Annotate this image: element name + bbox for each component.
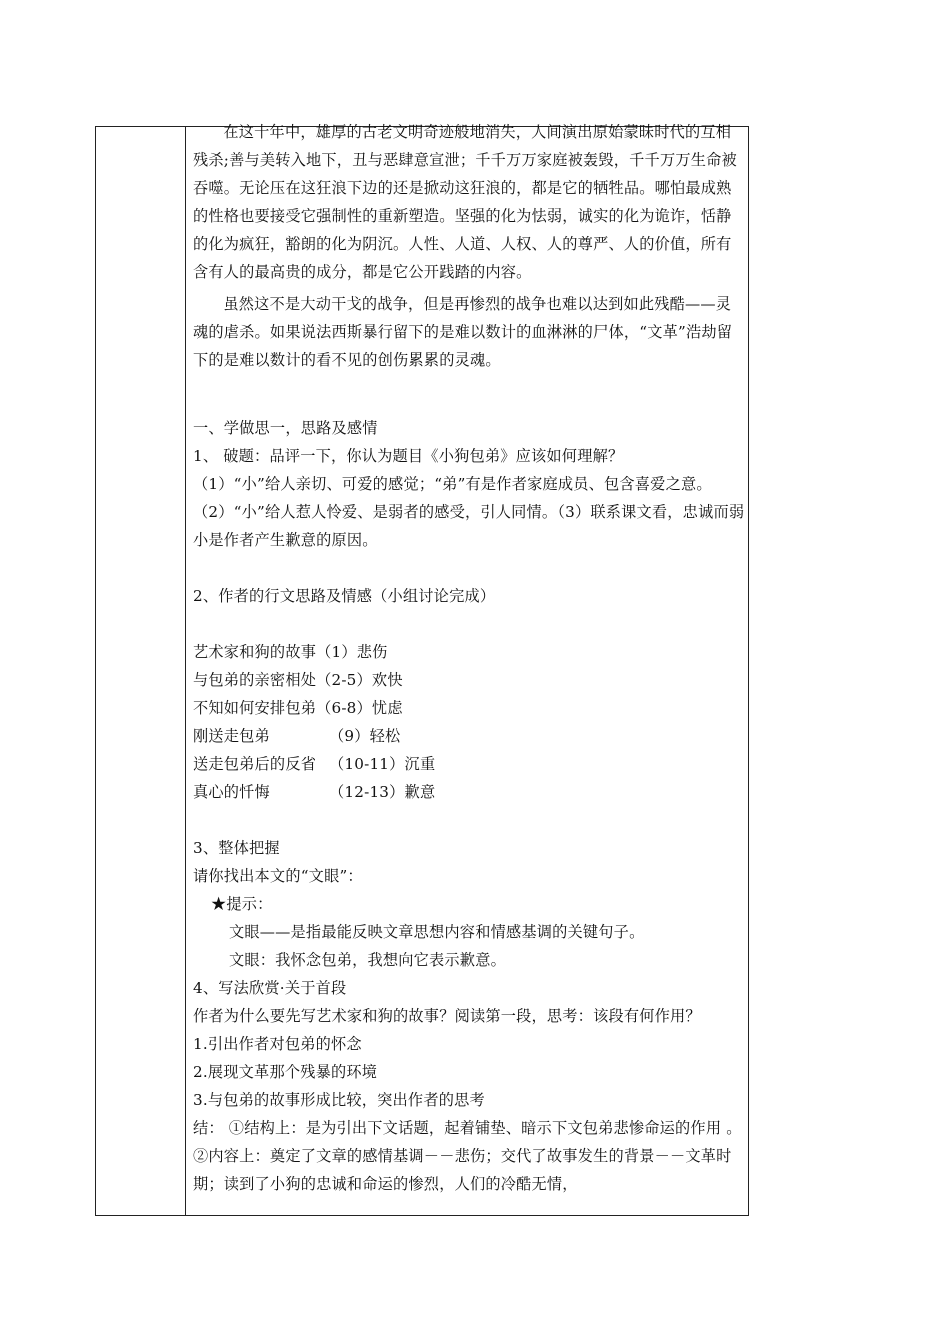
point-3: 3.与包弟的故事形成比较，突出作者的思考 <box>193 1091 485 1109</box>
tip-label: ★提示： <box>211 895 273 913</box>
question-4-ask: 作者为什么要先写艺术家和狗的故事？阅读第一段，思考：该段有何作用？ <box>193 1007 701 1025</box>
outline-emotion: （12-13）歉意 <box>329 783 436 801</box>
intro-paragraph-1: 在这十年中，雄厚的古老文明奇迹般地消失，人间演出原始蒙昧时代的互相残杀;善与美转入地下，丑与恶肆意宣泄；千千万万家庭被轰毁，千千万万生命被吞噬。无论压在这狂浪下边的还是掀动这狂浪的，都是它的牺牲品。哪怕最成熟的性格也要接受它强制性的重新塑造。坚强的化为怯弱，诚实的化为诡诈，恬静的化为疯狂，豁朗的化为阴沉。人性、人道、人权、人的尊严、人的价值，所有含有人的最高贵的成分，都是它公开践踏的内容。 <box>193 123 737 281</box>
outline-row <box>193 694 745 722</box>
outline-item: 艺术家和狗的故事（1）悲伤 <box>193 643 388 661</box>
question-2: 2、作者的行文思路及情感（小组讨论完成） <box>193 587 496 605</box>
section-heading: 一、学做思一，思路及感情 <box>193 419 378 437</box>
conclusion: 结： ①结构上：是为引出下文话题，起着铺垫、暗示下文包弟悲惨命运的作用 。 ②内容上：奠定了文章的感情基调－－悲伤；交代了故事发生的背景－－文革时期；读到了小狗的忠诚和命运的惨烈，人们的冷酷无情， <box>193 1119 742 1193</box>
tip-answer: 文眼：我怀念包弟，我想向它表示歉意。 <box>229 951 506 969</box>
point-1: 1.引出作者对包弟的怀念 <box>193 1035 362 1053</box>
intro-paragraph-2: 虽然这不是大动干戈的战争，但是再惨烈的战争也难以达到如此残酷——灵魂的虐杀。如果说法西斯暴行留下的是难以数计的血淋淋的尸体，“文革”浩劫留下的是难以数计的看不见的创伤累累的灵魂。 <box>193 295 733 369</box>
outline-emotion: （10-11）沉重 <box>329 755 436 773</box>
question-4: 4、写法欣赏·关于首段 <box>193 979 347 997</box>
outline-row <box>193 666 745 694</box>
question-3: 3、整体把握 <box>193 839 280 857</box>
outline-item: 不知如何安排包弟（6-8）忧虑 <box>193 699 403 717</box>
tip-definition: 文眼——是指最能反映文章思想内容和情感基调的关键句子。 <box>229 923 645 941</box>
outline-row <box>193 638 745 666</box>
question-1: 1、 破题：品评一下，你认为题目《小狗包弟》应该如何理解？ <box>193 447 624 465</box>
outline-list <box>193 638 745 806</box>
answer-1: （1）“小”给人亲切、可爱的感觉；“弟”有是作者家庭成员、包含喜爱之意。（2）“小”给人惹人怜爱、是弱者的感受，引人同情。（3）联系课文看，忠诚而弱小是作者产生歉意的原因。 <box>193 475 745 549</box>
question-3-ask: 请你找出本文的“文眼”： <box>193 867 363 885</box>
outline-emotion: （9）轻松 <box>329 727 401 745</box>
content-cell <box>193 118 745 1198</box>
outline-row <box>193 750 745 778</box>
outline-item: 真心的忏悔 <box>193 783 270 801</box>
point-2: 2.展现文革那个残暴的环境 <box>193 1063 378 1081</box>
outline-item: 刚送走包弟 <box>193 727 270 745</box>
outline-item: 与包弟的亲密相处（2-5）欢快 <box>193 671 403 689</box>
outline-row <box>193 722 745 750</box>
outline-row <box>193 778 745 806</box>
column-divider <box>185 126 186 1216</box>
outline-item: 送走包弟后的反省 <box>193 755 317 773</box>
